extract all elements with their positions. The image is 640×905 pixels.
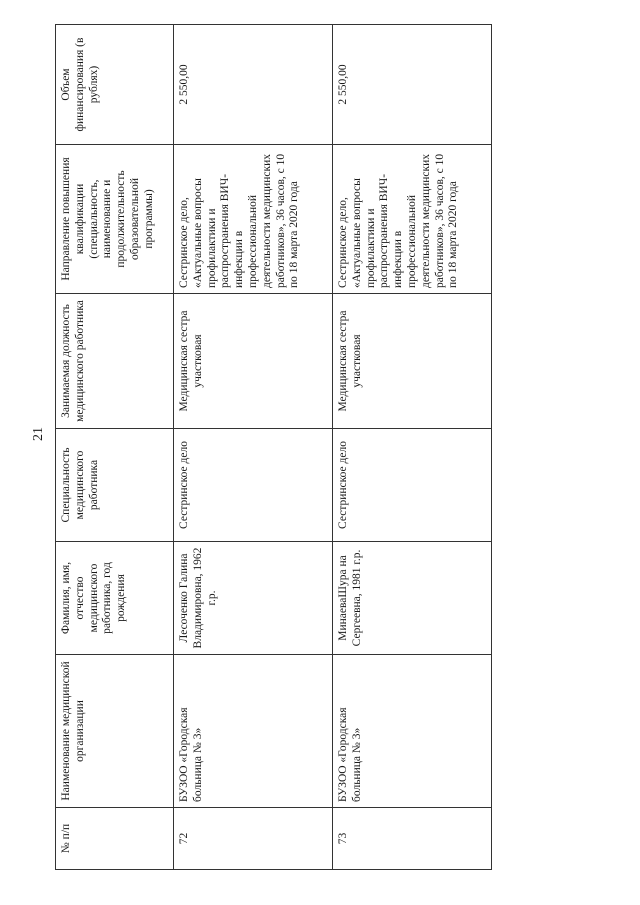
row-position: Медицинская сестра участковая <box>333 294 492 429</box>
row-program: Сестринское дело, «Актуальные вопросы профилактики и распространения ВИЧ-инфекции в профессиональной деятельности медицинских работников», 36 часов, с 10 по 18 марта 2020 года <box>174 145 333 294</box>
row-amount: 2 550,00 <box>333 25 492 145</box>
header-org: Наименование медицинской организации <box>56 655 174 808</box>
header-num: № п/п <box>56 808 174 870</box>
row-position: Медицинская сестра участковая <box>174 294 333 429</box>
row-num: 73 <box>333 808 492 870</box>
table-header-row <box>56 25 174 870</box>
table-row <box>174 25 333 870</box>
header-spec: Специальность медицинского работника <box>56 429 174 542</box>
row-org: БУЗОО «Городская больница № 3» <box>333 655 492 808</box>
row-amount: 2 550,00 <box>174 25 333 145</box>
qualification-table <box>55 24 492 870</box>
row-spec: Сестринское дело <box>174 429 333 542</box>
page-number: 21 <box>31 427 46 441</box>
row-num: 72 <box>174 808 333 870</box>
row-name: Лесоченко Галина Владимировна, 1962 г.р. <box>174 542 333 655</box>
row-org: БУЗОО «Городская больница № 3» <box>174 655 333 808</box>
header-amount: Объем финансирования (в рублях) <box>56 25 174 145</box>
table-row <box>333 25 492 870</box>
row-spec: Сестринское дело <box>333 429 492 542</box>
rotated-table-container <box>55 25 491 870</box>
header-program: Направление повышения квалификации (специальность, наименование и продолжительность образовательной программы) <box>56 145 174 294</box>
row-program: Сестринское дело, «Актуальные вопросы профилактики и распространения ВИЧ-инфекции в профессиональной деятельности медицинских работников», 36 часов, с 10 по 18 марта 2020 года <box>333 145 492 294</box>
row-name: МинаеваШура на Сергеевна, 1981 г.р. <box>333 542 492 655</box>
header-name: Фамилия, имя, отчество медицинского работника, год рождения <box>56 542 174 655</box>
header-position: Занимаемая должность медицинского работника <box>56 294 174 429</box>
